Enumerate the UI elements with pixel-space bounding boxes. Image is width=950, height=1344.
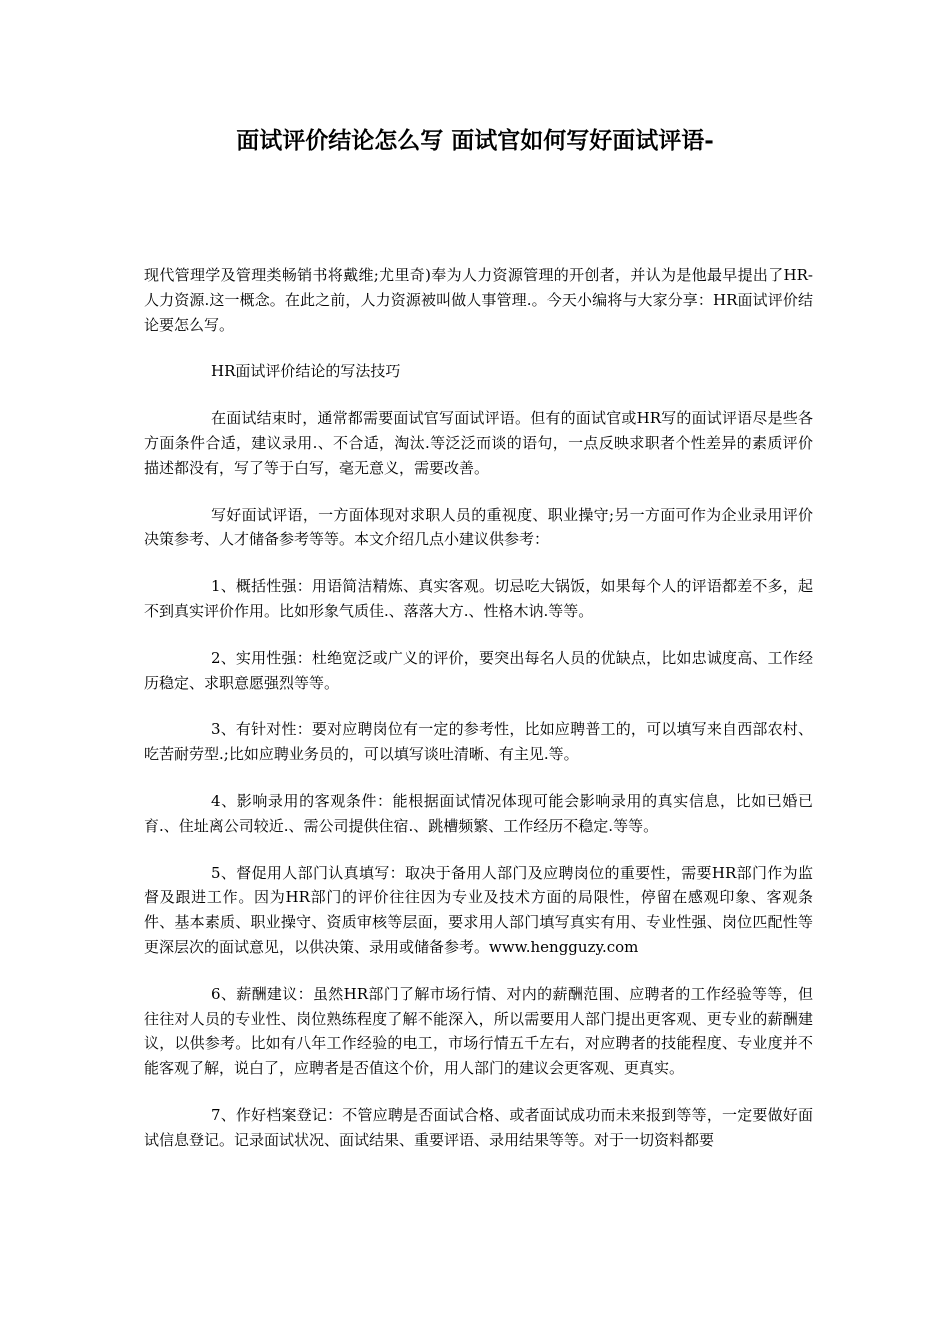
list-item-1: 1、概括性强：用语简洁精炼、真实客观。切忌吃大锅饭，如果每个人的评语都差不多，起不到真实评价作用。比如形象气质佳.、落落大方.、性格木讷.等等。 bbox=[144, 577, 813, 620]
list-item-2: 2、实用性强：杜绝宽泛或广义的评价，要突出每名人员的优缺点，比如忠诚度高、工作经历稳定、求职意愿强烈等等。 bbox=[144, 648, 813, 692]
paragraph: 在面试结束时，通常都需要面试官写面试评语。但有的面试官或HR写的面试评语尽是些各方面条件合适，建议录用.、不合适，淘汰.等泛泛而谈的语句，一点反映求职者个性差异的素质评价描述都没有，写了等于白写，毫无意义，需要改善。 bbox=[144, 409, 813, 477]
list-item-4: 4、影响录用的客观条件：能根据面试情况体现可能会影响录用的真实信息，比如已婚已育.、住址离公司较近.、需公司提供住宿.、跳槽频繁、工作经历不稳定.等等。 bbox=[144, 791, 813, 835]
list-item-5: 5、督促用人部门认真填写：取决于备用人部门及应聘岗位的重要性，需要HR部门作为监督及跟进工作。因为HR部门的评价往往因为专业及技术方面的局限性，停留在感观印象、客观条件、基本素质、职业操守、资质审核等层面，要求用人部门填写真实有用、专业性强、岗位匹配性等更深层次的面试意见，以供决策、录用或储备参考。www.hengguzy.com bbox=[144, 863, 813, 956]
document-body bbox=[144, 263, 813, 1175]
list-item-7: 7、作好档案登记：不管应聘是否面试合格、或者面试成功而未来报到等等，一定要做好面试信息登记。记录面试状况、面试结果、重要评语、录用结果等等。对于一切资料都要 bbox=[144, 1105, 813, 1149]
document-title: 面试评价结论怎么写 面试官如何写好面试评语- bbox=[236, 127, 714, 154]
list-item-6: 6、薪酬建议：虽然HR部门了解市场行情、对内的薪酬范围、应聘者的工作经验等等，但往往对人员的专业性、岗位熟练程度了解不能深入，所以需要用人部门提出更客观、更专业的薪酬建议，以供参考。比如有八年工作经验的电工，市场行情五千左右，对应聘者的技能程度、专业度并不能客观了解，说白了，应聘者是否值这个价，用人部门的建议会更客观、更真实。 bbox=[144, 984, 813, 1078]
paragraph: 写好面试评语，一方面体现对求职人员的重视度、职业操守;另一方面可作为企业录用评价决策参考、人才储备参考等等。本文介绍几点小建议供参考： bbox=[144, 505, 813, 549]
list-item-3: 3、有针对性：要对应聘岗位有一定的参考性，比如应聘普工的，可以填写来自西部农村、吃苦耐劳型.;比如应聘业务员的，可以填写谈吐清晰、有主见.等。 bbox=[144, 720, 813, 764]
paragraph-intro: 现代管理学及管理类畅销书将戴维;尤里奇)奉为人力资源管理的开创者，并认为是他最早提出了HR-人力资源.这一概念。在此之前，人力资源被叫做人事管理.。今天小编将与大家分享：HR面试评价结论要怎么写。 bbox=[144, 266, 813, 334]
section-heading: HR面试评价结论的写法技巧 bbox=[211, 362, 401, 381]
